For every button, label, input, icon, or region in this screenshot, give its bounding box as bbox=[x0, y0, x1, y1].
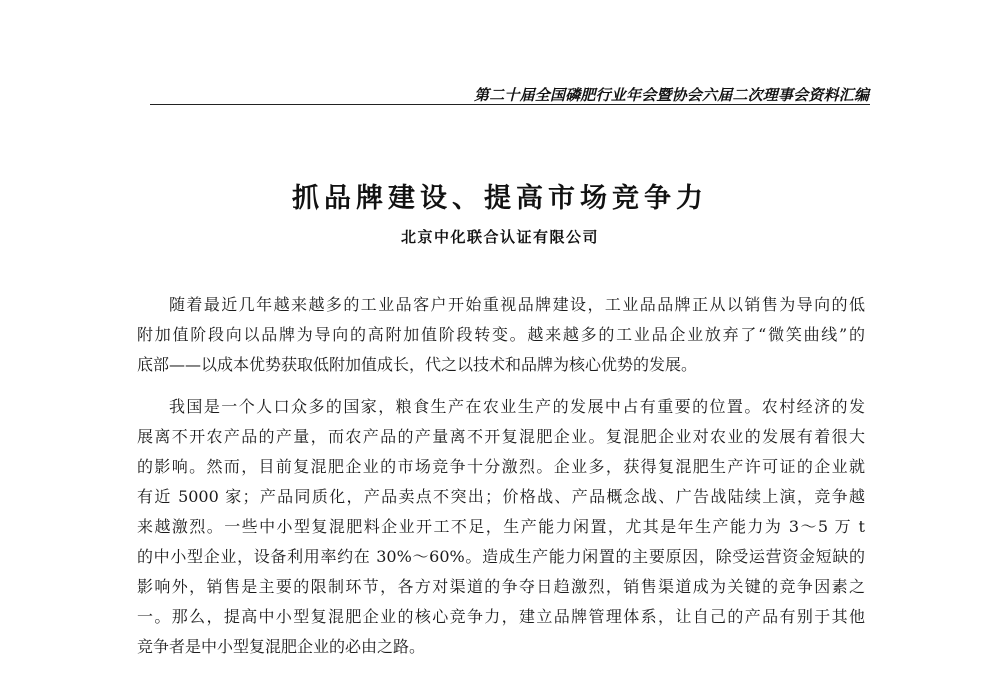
running-header: 第二十届全国磷肥行业年会暨协会六届二次理事会资料汇编 bbox=[474, 86, 870, 104]
body-line: 竞争者是中小型复混肥企业的必由之路。 bbox=[137, 637, 426, 656]
body-line: 附加值阶段向以品牌为导向的高附加值阶段转变。越来越多的工业品企业放弃了“微笑曲线”的 bbox=[137, 325, 865, 344]
header-rule bbox=[150, 104, 870, 105]
body-line: 有近 5000 家；产品同质化，产品卖点不突出；价格战、产品概念战、广告战陆续上演，竞争越 bbox=[137, 487, 865, 506]
body-line: 随着最近几年越来越多的工业品客户开始重视品牌建设，工业品品牌正从以销售为导向的低 bbox=[169, 295, 865, 314]
body-line: 我国是一个人口众多的国家，粮食生产在农业生产的发展中占有重要的位置。农村经济的发 bbox=[169, 397, 865, 416]
article-title: 抓品牌建设、提高市场竞争力 bbox=[292, 183, 708, 214]
body-line: 来越激烈。一些中小型复混肥料企业开工不足，生产能力闲置，尤其是年生产能力为 3～5 万 t bbox=[137, 517, 865, 536]
body-line: 底部——以成本优势获取低附加值成长，代之以技术和品牌为核心优势的发展。 bbox=[137, 355, 698, 374]
body-line: 的中小型企业，设备利用率约在 30%～60%。造成生产能力闲置的主要原因，除受运营资金短缺的 bbox=[137, 547, 865, 566]
body-line: 展离不开农产品的产量，而农产品的产量离不开复混肥企业。复混肥企业对农业的发展有着很大 bbox=[137, 427, 865, 446]
article-author: 北京中化联合认证有限公司 bbox=[400, 228, 599, 246]
body-line: 一。那么，提高中小型复混肥企业的核心竞争力，建立品牌管理体系，让自己的产品有别于其他 bbox=[137, 607, 865, 626]
body-line: 的影响。然而，目前复混肥企业的市场竞争十分激烈。企业多，获得复混肥生产许可证的企业就 bbox=[137, 457, 865, 476]
body-line: 影响外，销售是主要的限制环节，各方对渠道的争夺日趋激烈，销售渠道成为关键的竞争因素之 bbox=[137, 577, 865, 596]
